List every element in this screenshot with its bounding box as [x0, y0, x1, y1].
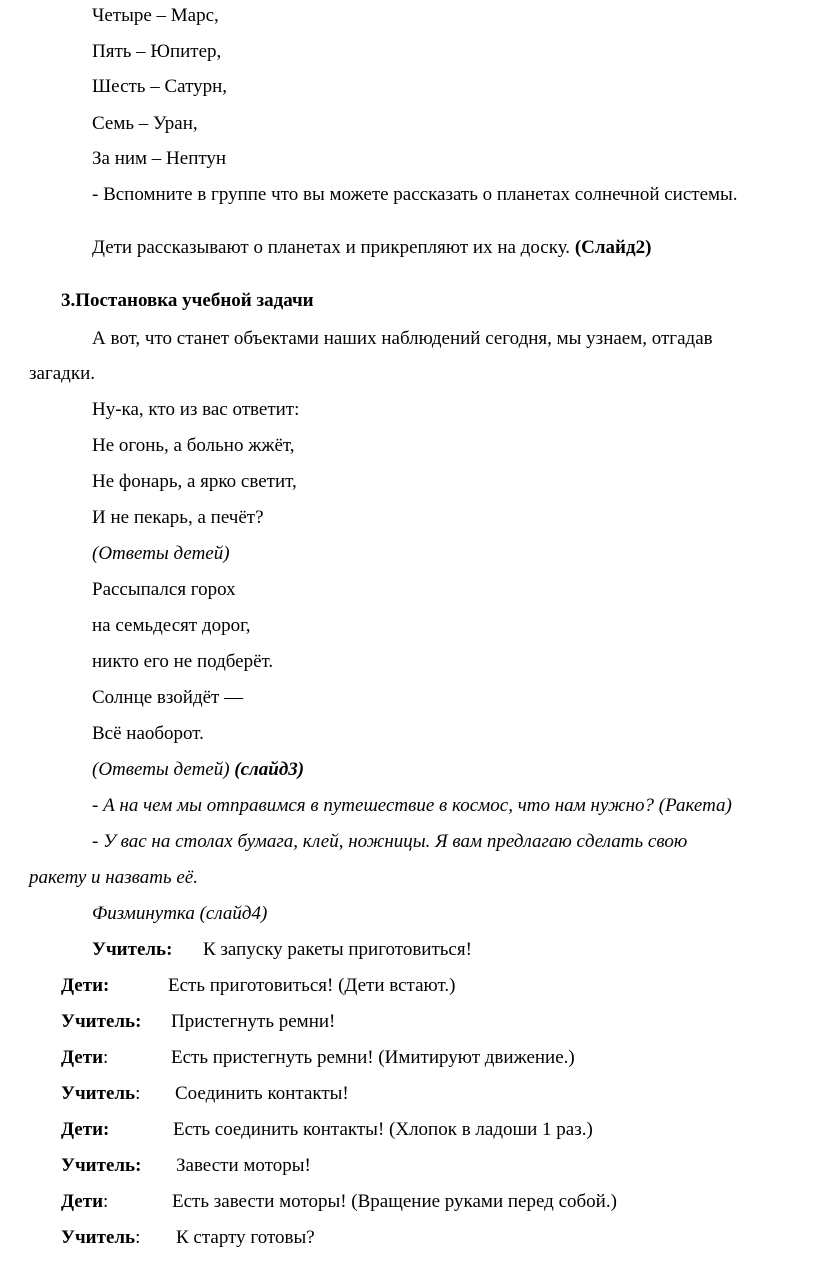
- task-line: - У вас на столах бумага, клей, ножницы. Я вам предлагаю сделать свою: [92, 831, 688, 852]
- dialogue-line: [61, 974, 109, 998]
- dialogue-text: К запуску ракеты приготовиться!: [203, 939, 472, 960]
- speaker-label: Дети:: [61, 975, 110, 996]
- dialogue-line: [61, 1010, 141, 1034]
- speaker-separator: :: [135, 1083, 141, 1104]
- slide-3-label: (слайд3): [234, 759, 305, 780]
- speaker-label: Учитель: [61, 1083, 136, 1104]
- speaker-separator: :: [135, 1227, 141, 1248]
- dialogue-text: К старту готовы?: [176, 1227, 315, 1248]
- riddle-line: Ну-ка, кто из вас ответит:: [92, 399, 300, 420]
- speaker-label: Учитель:: [92, 939, 173, 960]
- intro-line: загадки.: [29, 363, 95, 384]
- section-heading: 3.Постановка учебной задачи: [61, 290, 314, 311]
- speaker-separator: :: [103, 1047, 109, 1068]
- riddle-line: И не пекарь, а печёт?: [92, 507, 264, 528]
- riddle-line: никто его не подберёт.: [92, 651, 274, 672]
- speaker-label: Учитель: [61, 1227, 136, 1248]
- riddle-line: Рассыпался горох: [92, 579, 236, 600]
- answers-slide-line: [92, 758, 304, 782]
- children-tell-text: Дети рассказывают о планетах и прикрепляют их на доску.: [92, 237, 571, 258]
- speaker-label: Дети: [61, 1191, 104, 1212]
- speaker-label: Учитель:: [61, 1155, 142, 1176]
- dialogue-line: [61, 1046, 108, 1070]
- dialogue-text: Завести моторы!: [176, 1155, 311, 1176]
- poem-line: За ним – Нептун: [92, 148, 227, 169]
- riddle-line: Не фонарь, а ярко светит,: [92, 471, 297, 492]
- dialogue-line: [61, 1118, 109, 1142]
- question-line: - А на чем мы отправимся в путешествие в космос, что нам нужно? (Ракета): [92, 795, 732, 816]
- speaker-label: Дети:: [61, 1119, 110, 1140]
- dialogue-text: Пристегнуть ремни!: [171, 1011, 336, 1032]
- children-answers: (Ответы детей): [92, 543, 230, 564]
- dialogue-text: Есть завести моторы! (Вращение руками перед собой.): [172, 1191, 617, 1212]
- speaker-separator: :: [103, 1191, 109, 1212]
- dialogue-line: [61, 1082, 140, 1106]
- poem-line: Четыре – Марс,: [92, 5, 219, 26]
- riddle-line: Всё наоборот.: [92, 723, 204, 744]
- dialogue-line: [61, 1226, 140, 1250]
- speaker-label: Учитель:: [61, 1011, 142, 1032]
- dialogue-line: [92, 938, 172, 962]
- riddle-line: Солнце взойдёт —: [92, 687, 244, 708]
- task-line: ракету и назвать её.: [29, 867, 198, 888]
- dialogue-line: [61, 1154, 141, 1178]
- children-tell-paragraph: [92, 236, 651, 260]
- slide-2-label: (Слайд2): [574, 237, 652, 258]
- dialogue-text: Есть приготовиться! (Дети встают.): [168, 975, 456, 996]
- riddle-line: Не огонь, а больно жжёт,: [92, 435, 295, 456]
- riddle-line: на семьдесят дорог,: [92, 615, 251, 636]
- physminute-heading: Физминутка (слайд4): [92, 903, 268, 924]
- intro-line: А вот, что станет объектами наших наблюдений сегодня, мы узнаем, отгадав: [92, 328, 713, 349]
- dialogue-text: Есть пристегнуть ремни! (Имитируют движение.): [171, 1047, 575, 1068]
- dialogue-line: [61, 1190, 108, 1214]
- children-answers: (Ответы детей): [92, 759, 230, 780]
- poem-line: Пять – Юпитер,: [92, 41, 222, 62]
- dialogue-text: Соединить контакты!: [175, 1083, 349, 1104]
- poem-line: Семь – Уран,: [92, 113, 198, 134]
- speaker-label: Дети: [61, 1047, 104, 1068]
- dialogue-text: Есть соединить контакты! (Хлопок в ладоши 1 раз.): [173, 1119, 593, 1140]
- recall-prompt: - Вспомните в группе что вы можете рассказать о планетах солнечной системы.: [92, 184, 738, 205]
- poem-line: Шесть – Сатурн,: [92, 76, 228, 97]
